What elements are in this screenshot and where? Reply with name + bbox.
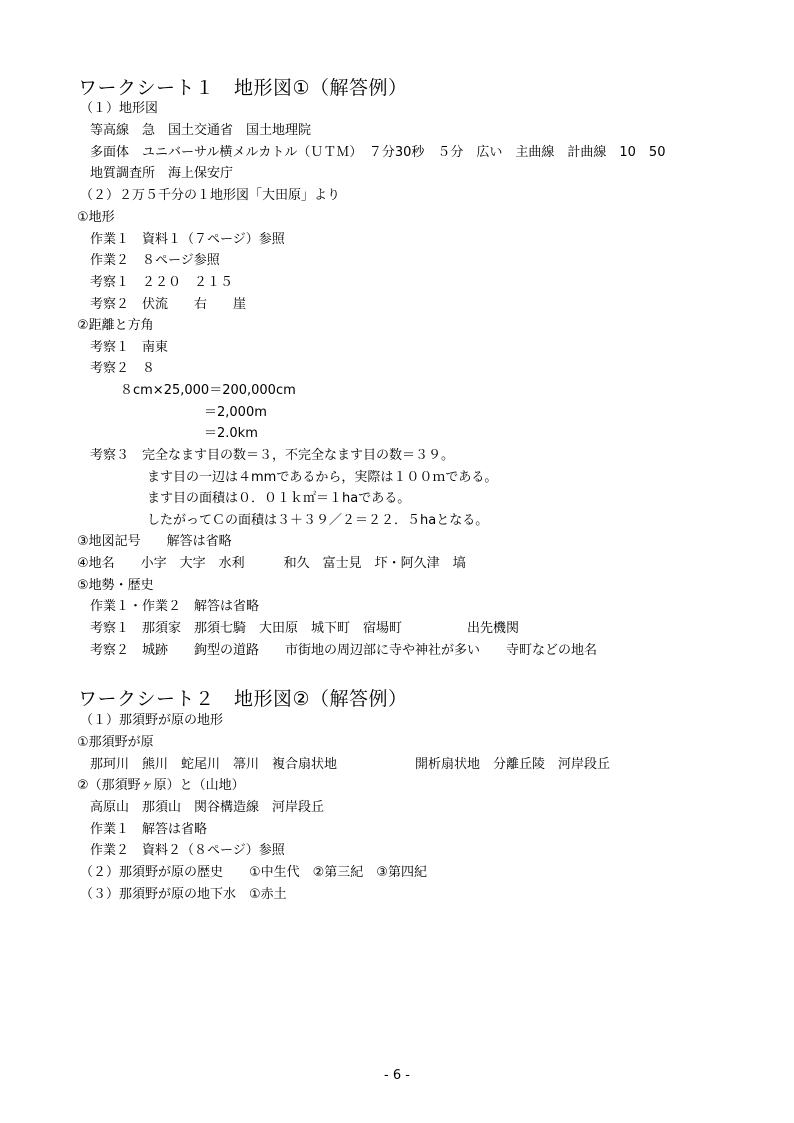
answer-line: ます目の一辺は４mmであるから，実際は１００ｍである。 <box>147 470 498 485</box>
answer-line: 作業２ ８ページ参照 <box>90 253 220 268</box>
subsection-heading: ①那須野が原 <box>77 735 154 750</box>
subsection-heading: ④地名 小字 大字 水利 和久 富士見 圷・阿久津 塙 <box>77 556 466 571</box>
answer-line: 考察１ 那須家 那須七騎 大田原 城下町 宿場町 出先機関 <box>90 621 520 636</box>
answer-line: 那珂川 熊川 蛇尾川 箒川 複合扇状地 開析扇状地 分離丘陵 河岸段丘 <box>90 757 611 772</box>
answer-line: 考察２ 伏流 右 崖 <box>90 297 247 312</box>
section-heading: （１）那須野が原の地形 <box>80 713 224 728</box>
section-heading: （２）２万５千分の１地形図「大田原」より <box>80 188 341 203</box>
section-heading: （１）地形図 <box>80 101 159 116</box>
section-heading: （３）那須野が原の地下水 ①赤土 <box>80 887 287 902</box>
subsection-heading: ②距離と方角 <box>77 318 154 333</box>
answer-line: 考察１ ２２０ ２１５ <box>90 275 234 290</box>
section-heading: （２）那須野が原の歴史 ①中生代 ②第三紀 ③第四紀 <box>80 865 427 880</box>
answer-line: 考察１ 南東 <box>90 340 169 355</box>
subsection-heading: ①地形 <box>77 210 115 225</box>
answer-line: 作業１・作業２ 解答は省略 <box>90 599 260 614</box>
calculation-line: ＝2,000m <box>204 405 267 420</box>
worksheet1-title: ワークシート１ 地形図①（解答例） <box>78 77 408 99</box>
answer-line: 地質調査所 海上保安庁 <box>90 166 234 181</box>
answer-line: 高原山 那須山 関谷構造線 河岸段丘 <box>90 800 325 815</box>
answer-line: 考察２ 城跡 鉤型の道路 市街地の周辺部に寺や神社が多い 寺町などの地名 <box>90 643 598 658</box>
subsection-heading: ⑤地勢・歴史 <box>77 578 154 593</box>
answer-line: 多面体 ユニバーサル横メルカトル（ＵＴＭ） ７分30秒 ５分 広い 主曲線 計曲線 10 50 <box>90 145 666 160</box>
subsection-heading: ③地図記号 解答は省略 <box>77 534 232 549</box>
subsection-heading: ②（那須野ヶ原）と（山地） <box>77 778 245 793</box>
answer-line: 作業１ 資料１（７ページ）参照 <box>90 232 285 247</box>
answer-line: 考察２ ８ <box>90 361 156 376</box>
answer-line: 作業２ 資料２（８ページ）参照 <box>90 843 285 858</box>
answer-line: 等高線 急 国土交通省 国土地理院 <box>90 123 312 138</box>
calculation-line: ８cm×25,000＝200,000cm <box>120 383 296 398</box>
answer-line: したがってＣの面積は３＋３９／２＝２２．５haとなる。 <box>147 513 489 528</box>
answer-line: ます目の面積は０．０１ｋ㎡＝１haである。 <box>147 491 411 506</box>
answer-line: 考察３ 完全なます目の数＝３，不完全なます目の数＝３９。 <box>90 448 455 463</box>
page-number: - 6 - <box>384 1068 410 1083</box>
calculation-line: ＝2.0km <box>204 426 258 441</box>
worksheet2-title: ワークシート２ 地形図②（解答例） <box>78 688 408 710</box>
answer-line: 作業１ 解答は省略 <box>90 822 208 837</box>
